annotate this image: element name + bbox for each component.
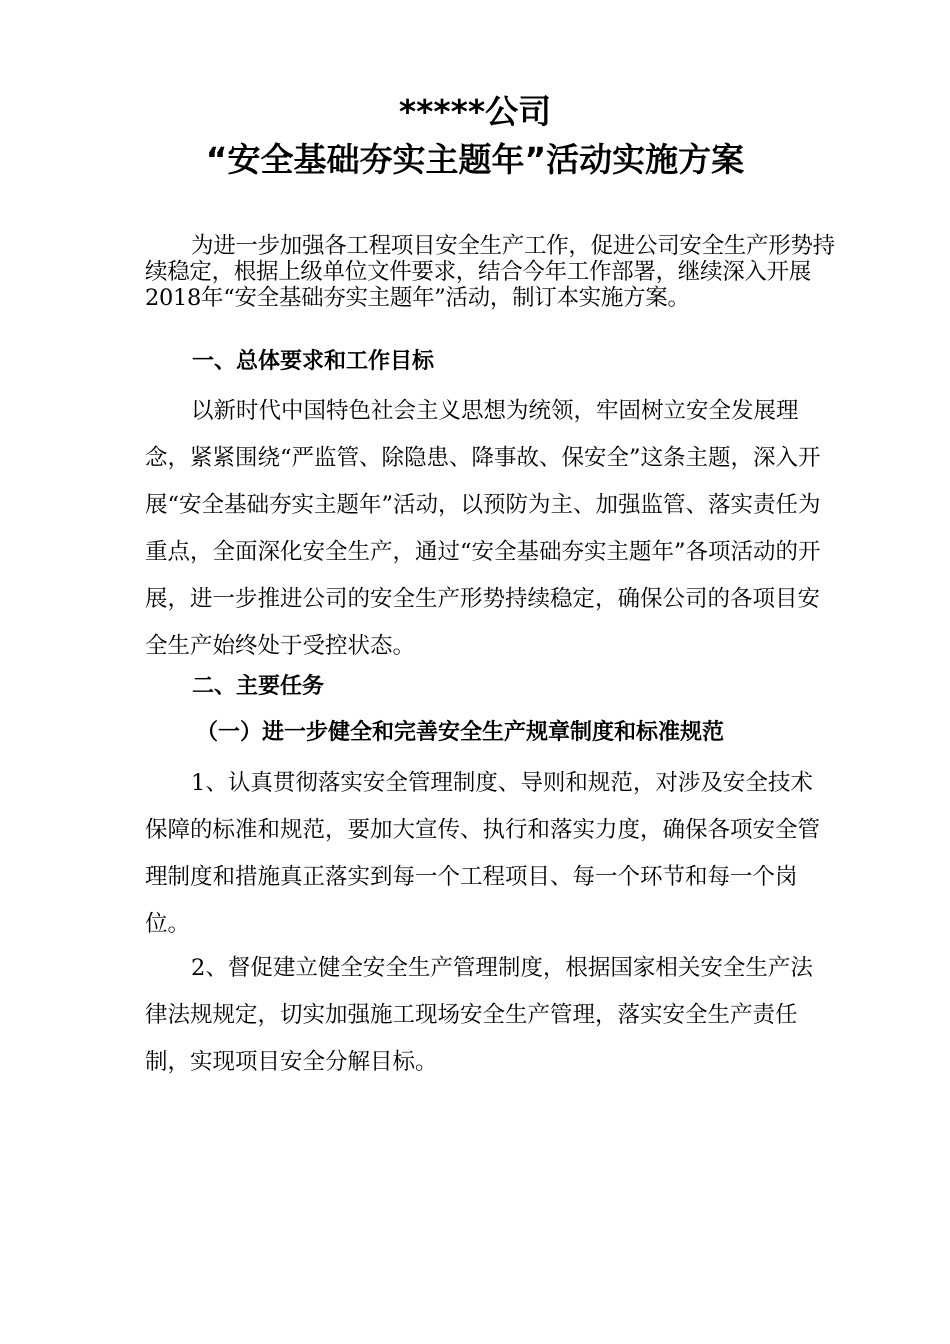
document-title-plan: “安全基础夯实主题年”活动实施方案 — [205, 140, 745, 179]
document-title-company: *****公司 — [398, 92, 552, 131]
task-item-1: 1、认真贯彻落实安全管理制度、导则和规范，对涉及安全技术保障的标准和规范，要加大宣传、执行和落实力度，确保各项安全管理制度和措施真正落实到每一个工程项目、每一个环节和每一个岗位。 — [145, 770, 821, 937]
section-heading-requirements: 一、总体要求和工作目标 — [192, 349, 435, 374]
intro-paragraph: 为进一步加强各工程项目安全生产工作，促进公司安全生产形势持续稳定，根据上级单位文件要求，结合今年工作部署，继续深入开展2018年“安全基础夯实主题年”活动，制订本实施方案。 — [145, 233, 835, 311]
section-heading-tasks: 二、主要任务 — [192, 674, 325, 699]
section-body-requirements: 以新时代中国特色社会主义思想为统领，牢固树立安全发展理念，紧紧围绕“严监管、除隐患、降事故、保安全”这条主题，深入开展“安全基础夯实主题年”活动，以预防为主、加强监管、落实责任为重点，全面深化安全生产，通过“安全基础夯实主题年”各项活动的开展，进一步推进公司的安全生产形势持续稳定，确保公司的各项目安全生产始终处于受控状态。 — [145, 398, 821, 659]
subsection-heading-regulations: （一）进一步健全和完善安全生产规章制度和标准规范 — [196, 720, 725, 745]
task-item-2: 2、督促建立健全安全生产管理制度，根据国家相关安全生产法律法规规定，切实加强施工现场安全生产管理，落实安全生产责任制，实现项目安全分解目标。 — [145, 955, 813, 1075]
